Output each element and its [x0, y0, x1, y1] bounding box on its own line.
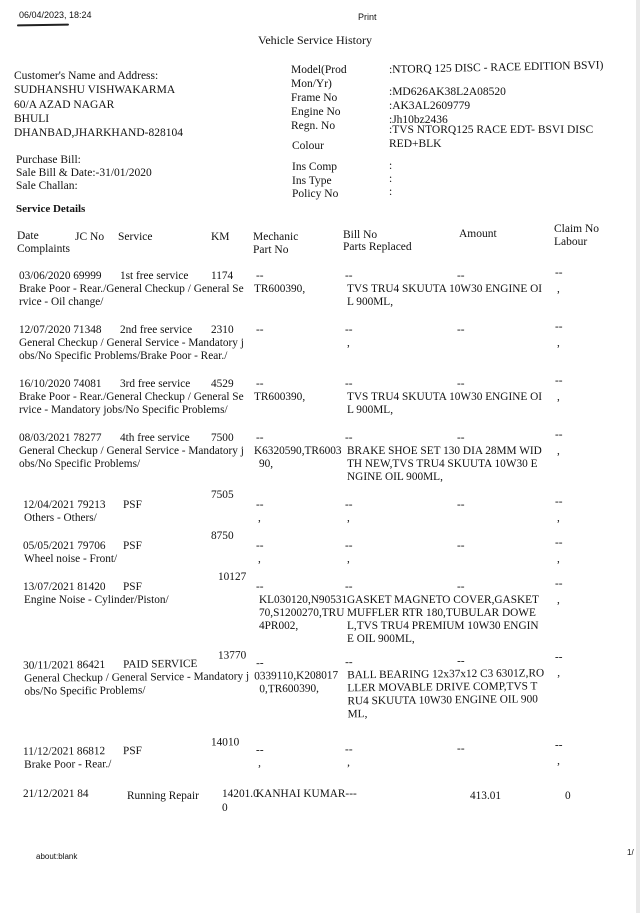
record-amount: -- — [457, 581, 465, 593]
record-service-type: 3rd free service — [120, 378, 191, 390]
record-complaint-line: General Checkup / General Service - Mandatory j — [19, 445, 244, 457]
record-km: 1174 — [211, 270, 234, 282]
record-parts-line: L 900ML, — [347, 296, 394, 308]
col-jc-no: JC No — [75, 231, 105, 243]
record-parts-line: BRAKE SHOE SET 130 DIA 28MM WID — [347, 445, 542, 457]
model-label-cont: Mon/Yr) — [291, 78, 332, 90]
colour-value: :TVS NTORQ125 RACE EDT- BSVI DISC — [389, 124, 594, 136]
record-date-jc: 21/12/2021 84 — [23, 788, 89, 800]
record-part-no-line: 0339110,K208017 — [254, 669, 339, 683]
record-complaint-line: Brake Poor - Rear./General Checkup / General Se — [19, 283, 244, 295]
col-km: KM — [211, 231, 230, 243]
record-date-jc: 08/03/2021 78277 — [19, 432, 102, 444]
customer-name: SUDHANSHU VISHWAKARMA — [14, 84, 176, 96]
record-parts-line: GASKET MAGNETO COVER,GASKET — [347, 594, 539, 606]
col-mechanic: Mechanic — [253, 231, 299, 243]
record-km: 4529 — [211, 378, 234, 390]
record-service-type: Running Repair — [127, 790, 199, 802]
record-part-no-line: 70,S1200270,TRU — [259, 607, 345, 619]
record-complaint-line: Brake Poor - Rear./ — [24, 758, 112, 771]
record-parts-line: , — [347, 337, 350, 349]
print-timestamp: 06/04/2023, 18:24 — [19, 10, 92, 20]
record-service-type: 4th free service — [120, 432, 190, 444]
record-date-jc: 03/06/2020 69999 — [19, 270, 102, 282]
col-bill-no: Bill No — [343, 229, 378, 241]
record-km: 14201.0 — [222, 788, 259, 800]
record-parts-line: ML, — [347, 708, 368, 721]
customer-address-line2: BHULI — [14, 113, 50, 125]
record-complaint-line: Others - Others/ — [24, 512, 97, 524]
record-mechanic: -- — [256, 581, 264, 593]
colour-value-cont: RED+BLK — [389, 138, 442, 150]
record-bill-no: -- — [345, 270, 353, 282]
record-part-no-line: , — [258, 757, 261, 770]
record-service-type: PSF — [123, 581, 142, 593]
record-bill-no: -- — [345, 581, 353, 593]
record-mechanic: KANHAI KUMAR--- — [256, 788, 357, 800]
record-parts-line: TH NEW,TVS TRU4 SKUUTA 10W30 E — [347, 458, 538, 470]
record-part-no-line: TR600390, — [254, 391, 306, 403]
record-parts-line: LLER MOVABLE DRIVE COMP,TVS T — [347, 680, 538, 695]
record-amount: -- — [457, 378, 465, 390]
customer-heading: Customer's Name and Address: — [14, 70, 159, 82]
record-service-type: PSF — [123, 540, 142, 552]
record-mechanic: -- — [256, 499, 264, 511]
record-complaint-line: obs/No Specific Problems/ — [24, 684, 146, 698]
record-claim-no: 0 — [565, 790, 571, 802]
engine-label: Engine No — [291, 106, 341, 118]
col-service: Service — [118, 231, 153, 243]
col-claim-no: Claim No — [554, 223, 600, 235]
col-labour: Labour — [554, 236, 588, 248]
record-service-type: PSF — [122, 745, 142, 758]
record-service-type: 2nd free service — [120, 324, 193, 336]
record-date-jc: 12/07/2020 71348 — [19, 324, 102, 336]
record-bill-no: -- — [345, 499, 353, 511]
record-complaint-line: obs/No Specific Problems/ — [19, 458, 141, 470]
record-complaint-line: Engine Noise - Cylinder/Piston/ — [24, 594, 169, 606]
ins-comp-value: : — [389, 160, 393, 172]
record-complaint-line: obs/No Specific Problems/Brake Poor - Rear./ — [19, 350, 228, 362]
record-bill-no: -- — [344, 656, 353, 669]
record-date-jc: 11/12/2021 86812 — [22, 745, 106, 758]
record-part-no-line: TR600390, — [254, 283, 306, 295]
sale-challan-label: Sale Challan: — [16, 180, 78, 192]
record-parts-line: TVS TRU4 SKUUTA 10W30 ENGINE OI — [347, 391, 543, 403]
service-record — [0, 736, 640, 771]
record-part-no-line: K6320590,TR6003 — [254, 445, 342, 457]
record-amount: -- — [457, 432, 465, 444]
record-amount: -- — [457, 270, 465, 282]
record-amount: -- — [457, 540, 465, 552]
record-complaint-line: General Checkup / General Service - Mandatory j — [24, 670, 250, 685]
frame-value: :MD626AK38L2A08520 — [389, 86, 506, 98]
record-date-jc: 05/05/2021 79706 — [23, 540, 106, 552]
record-labour: , — [557, 512, 560, 524]
model-label: Model(Prod — [291, 64, 347, 76]
record-mechanic: -- — [256, 432, 264, 444]
record-parts-line: E OIL 900ML, — [347, 633, 415, 645]
pen-underline — [17, 24, 69, 27]
record-claim-no: -- — [554, 651, 563, 664]
record-part-no-line: , — [258, 512, 261, 524]
ins-comp-label: Ins Comp — [292, 161, 338, 173]
record-km: 7505 — [211, 489, 234, 501]
record-km: 14010 — [210, 736, 240, 749]
record-labour: , — [557, 391, 560, 403]
record-labour: , — [557, 283, 560, 295]
ins-type-value: : — [389, 173, 393, 185]
record-parts-line: MUFFLER RTR 180,TUBULAR DOWE — [347, 607, 536, 619]
record-labour: , — [557, 594, 560, 606]
record-parts-line: BALL BEARING 12x37x12 C3 6301Z,RO — [347, 667, 545, 682]
record-part-no-line: 0,TR600390, — [259, 682, 320, 696]
customer-address-line1: 60/A AZAD NAGAR — [14, 99, 115, 111]
record-date-jc: 13/07/2021 81420 — [23, 581, 106, 593]
record-bill-no: -- — [344, 743, 353, 756]
col-part-no: Part No — [253, 244, 289, 256]
record-part-no-line: 90, — [259, 458, 274, 470]
record-amount: -- — [457, 324, 465, 336]
col-amount: Amount — [459, 228, 497, 240]
model-value: :NTORQ 125 DISC - RACE EDITION BSVI) — [388, 59, 604, 76]
record-mechanic: -- — [255, 744, 264, 757]
service-record — [0, 649, 640, 721]
record-mechanic: -- — [256, 324, 264, 336]
record-claim-no: -- — [555, 375, 563, 387]
record-claim-no: -- — [555, 267, 563, 279]
record-part-no-line: 4PR002, — [259, 620, 299, 632]
record-claim-no: -- — [555, 429, 563, 441]
service-details-heading: Service Details — [16, 203, 86, 215]
record-labour: , — [557, 337, 560, 349]
record-parts-line: , — [347, 756, 350, 769]
record-date-jc: 30/11/2021 86421 — [22, 658, 106, 672]
record-labour: , — [557, 553, 560, 565]
record-bill-no: -- — [345, 324, 353, 336]
record-parts-line: NGINE OIL 900ML, — [347, 471, 443, 483]
record-amount: -- — [456, 655, 465, 668]
record-labour: , — [557, 445, 560, 457]
record-parts-line: , — [347, 512, 350, 524]
page-number: 1/ — [627, 848, 634, 857]
record-amount: 413.01 — [470, 790, 502, 802]
record-claim-no: -- — [554, 739, 563, 752]
record-amount: -- — [457, 499, 465, 511]
frame-label: Frame No — [291, 92, 338, 104]
doc-title: Vehicle Service History — [258, 33, 372, 47]
print-title: Print — [358, 12, 377, 22]
record-km: 10127 — [218, 571, 247, 583]
regn-label: Regn. No — [291, 120, 336, 132]
sale-bill-date: Sale Bill & Date:-31/01/2020 — [16, 167, 152, 179]
record-complaint-line: Wheel noise - Front/ — [24, 553, 118, 565]
policy-label: Policy No — [292, 188, 339, 200]
regn-value: :Jh10bz2436 — [389, 114, 448, 126]
purchase-bill-label: Purchase Bill: — [16, 154, 81, 166]
record-service-type: PSF — [123, 499, 142, 511]
footer-url: about:blank — [36, 852, 78, 861]
record-km-cont: 0 — [222, 802, 228, 814]
record-bill-no: -- — [345, 378, 353, 390]
record-service-type: 1st free service — [120, 270, 189, 282]
customer-address-line3: DHANBAD,JHARKHAND-828104 — [14, 127, 183, 139]
record-km: 13770 — [217, 649, 247, 662]
record-mechanic: -- — [256, 270, 264, 282]
record-km: 7500 — [211, 432, 234, 444]
record-claim-no: -- — [555, 537, 563, 549]
policy-value: : — [389, 186, 393, 198]
record-part-no-line: , — [258, 553, 261, 565]
page-edge — [636, 0, 640, 913]
record-km: 2310 — [211, 324, 234, 336]
record-km: 8750 — [211, 530, 234, 542]
record-bill-no: -- — [345, 540, 353, 552]
record-labour: , — [557, 755, 560, 768]
record-complaint-line: Brake Poor - Rear./General Checkup / General Se — [19, 391, 244, 403]
record-parts-line: TVS TRU4 SKUUTA 10W30 ENGINE OI — [347, 283, 543, 295]
record-date-jc: 12/04/2021 79213 — [23, 499, 106, 511]
record-mechanic: -- — [255, 657, 264, 670]
record-mechanic: -- — [256, 540, 264, 552]
colour-label: Colour — [292, 140, 324, 152]
record-parts-line: L 900ML, — [347, 404, 394, 416]
record-parts-line: L,TVS TRU4 PREMIUM 10W30 ENGIN — [347, 620, 539, 632]
ins-type-label: Ins Type — [292, 175, 332, 187]
record-complaint-line: General Checkup / General Service - Mandatory j — [19, 337, 244, 349]
record-service-type: PAID SERVICE — [122, 657, 198, 671]
engine-value: :AK3AL2609779 — [389, 100, 471, 112]
col-parts-replaced: Parts Replaced — [343, 241, 412, 253]
record-bill-no: -- — [345, 432, 353, 444]
record-amount: -- — [456, 742, 465, 755]
record-mechanic: -- — [256, 378, 264, 390]
record-date-jc: 16/10/2020 74081 — [19, 378, 102, 390]
record-claim-no: -- — [555, 578, 563, 590]
record-complaint-line: rvice - Oil change/ — [19, 296, 104, 308]
record-parts-line: , — [347, 553, 350, 565]
record-parts-line: RU4 SKUUTA 10W30 ENGINE OIL 900 — [347, 693, 538, 708]
col-complaints: Complaints — [17, 243, 71, 255]
record-claim-no: -- — [555, 321, 563, 333]
record-labour: , — [557, 667, 561, 680]
record-complaint-line: rvice - Mandatory jobs/No Specific Problems/ — [19, 404, 228, 416]
record-claim-no: -- — [555, 496, 563, 508]
col-date: Date — [17, 230, 39, 242]
record-part-no-line: KL030120,N90531 — [259, 594, 348, 606]
